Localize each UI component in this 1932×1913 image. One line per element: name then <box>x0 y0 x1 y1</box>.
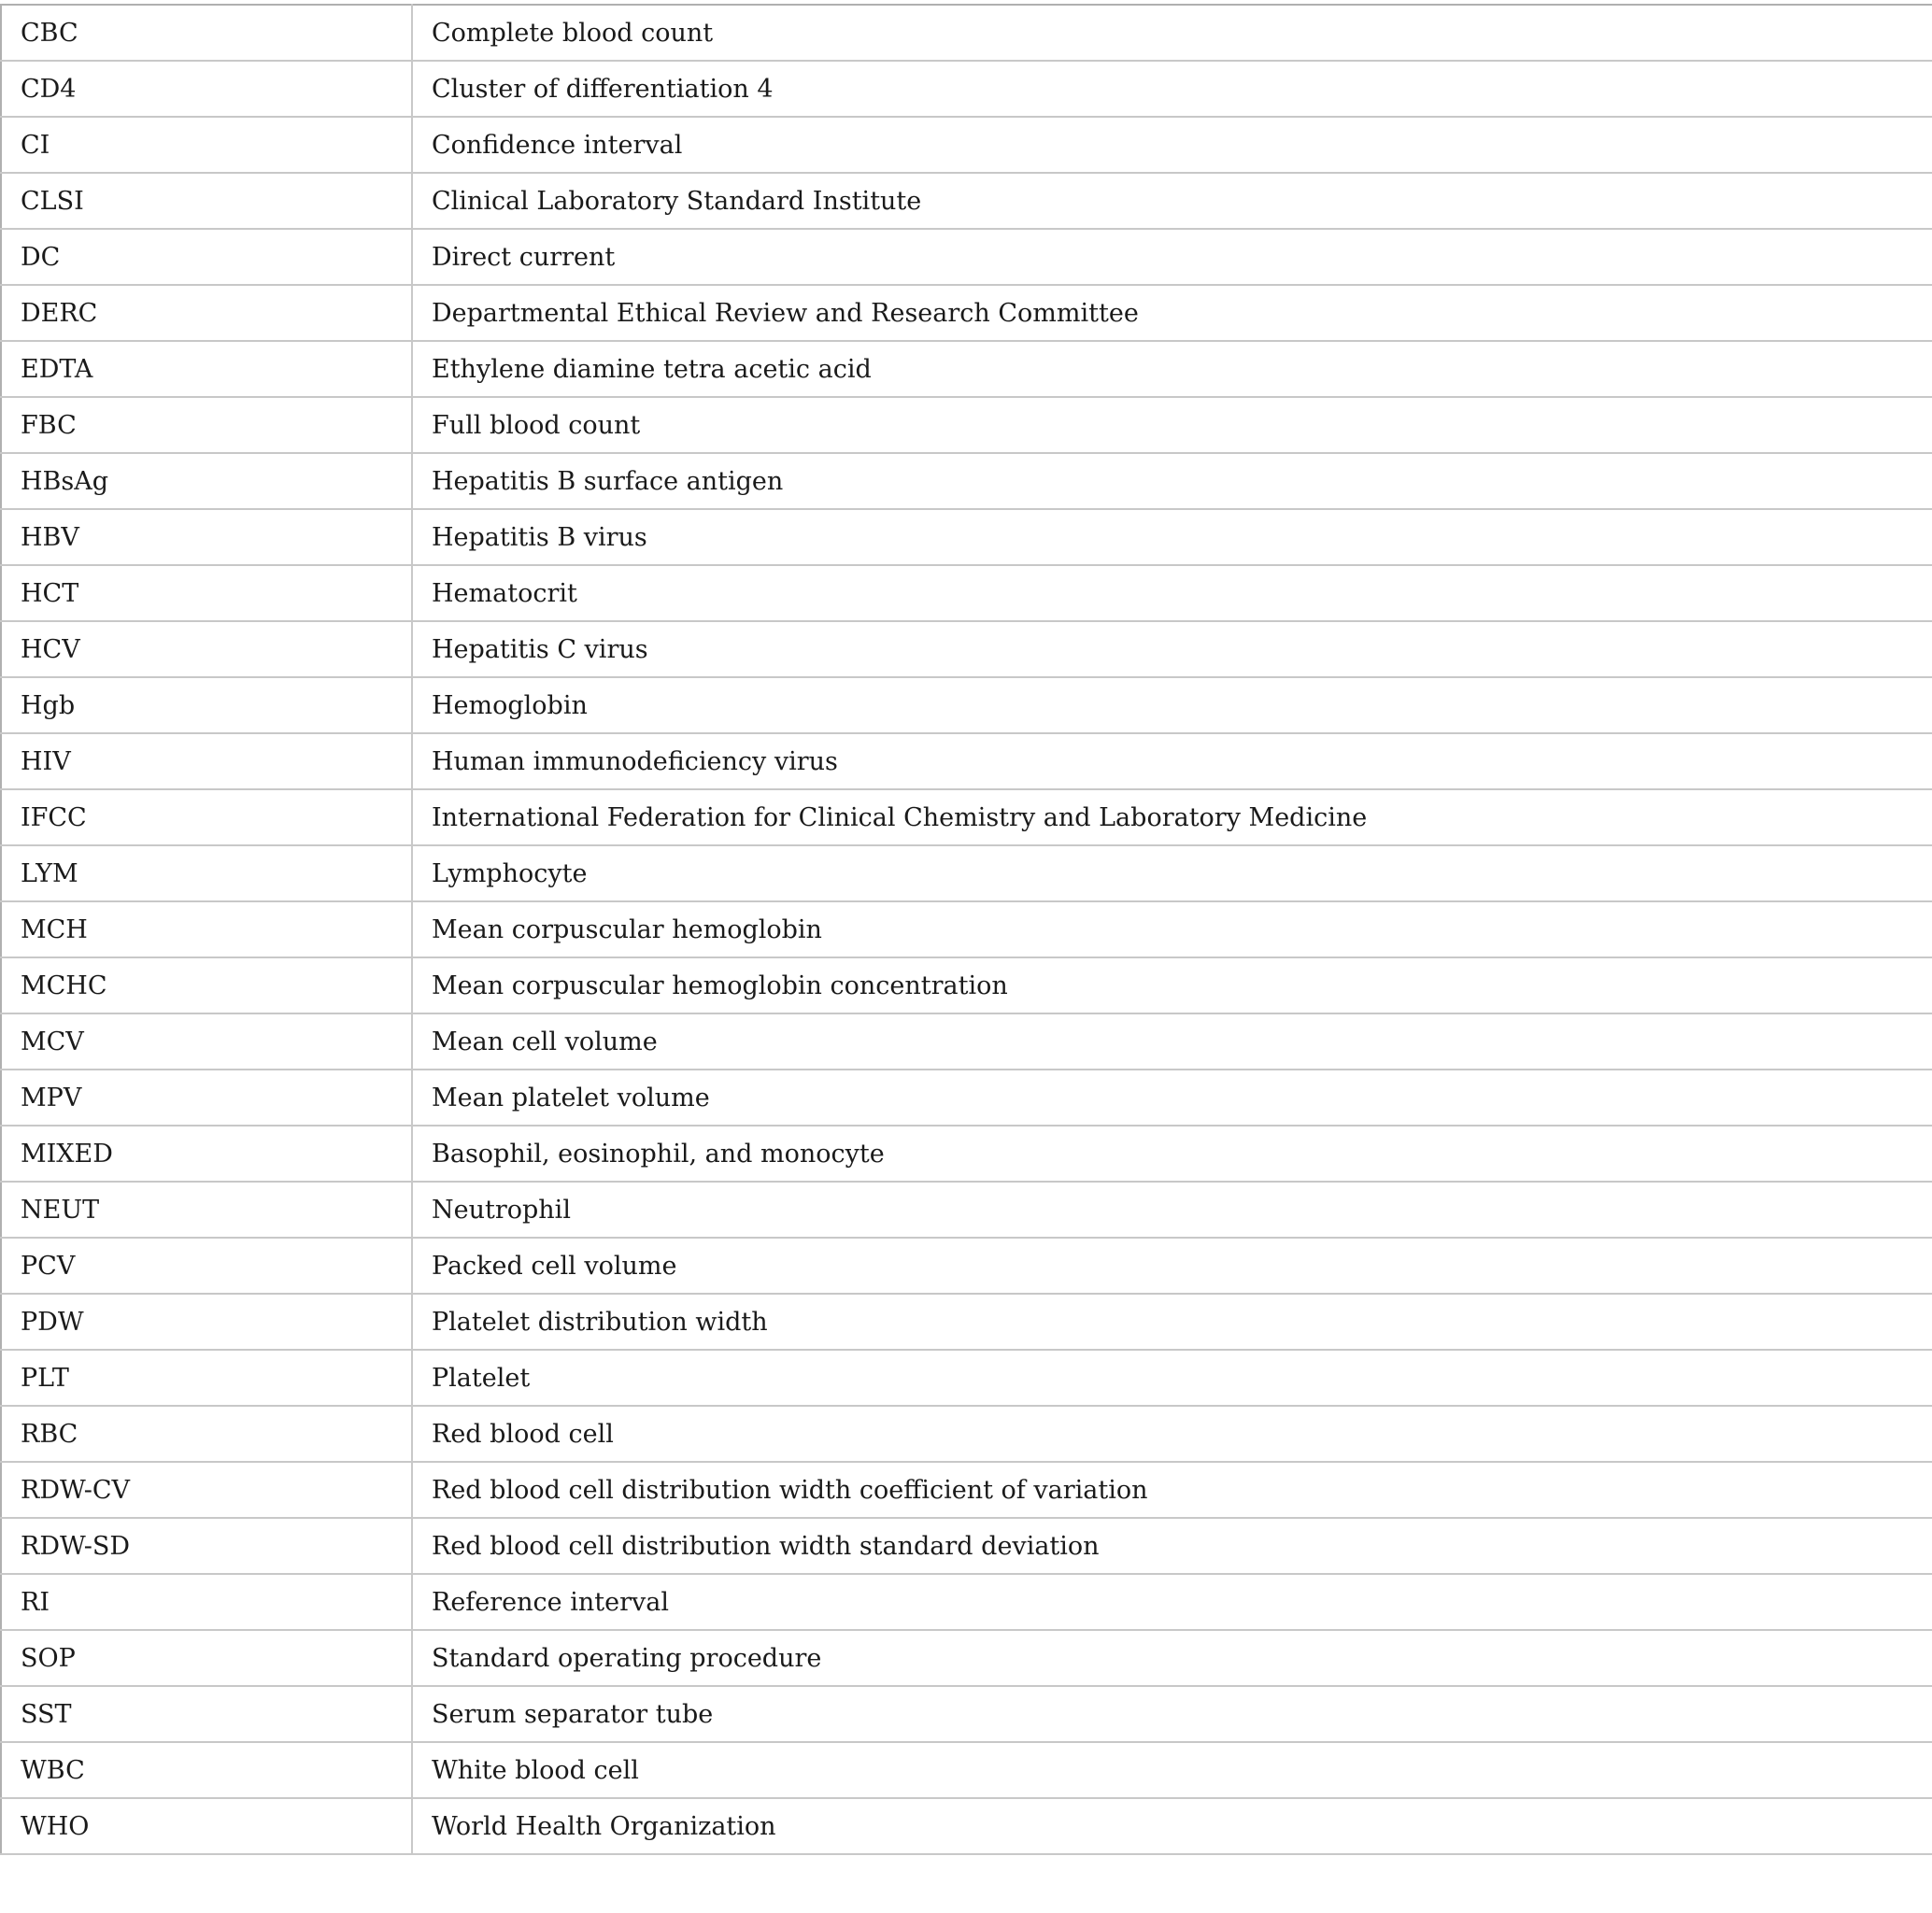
abbreviation-cell: DC <box>1 229 412 285</box>
definition-cell: Direct current <box>412 229 1932 285</box>
table-row <box>1 901 1932 957</box>
table-row <box>1 1238 1932 1294</box>
definition-cell: Hepatitis C virus <box>412 621 1932 677</box>
abbreviation-cell: MPV <box>1 1070 412 1126</box>
abbreviation-cell: FBC <box>1 397 412 453</box>
definition-cell: Hematocrit <box>412 565 1932 621</box>
table-row <box>1 285 1932 341</box>
abbreviations-table <box>0 4 1932 1855</box>
abbreviation-cell: EDTA <box>1 341 412 397</box>
definition-cell: Mean cell volume <box>412 1013 1932 1070</box>
table-row <box>1 789 1932 845</box>
definition-cell: Neutrophil <box>412 1182 1932 1238</box>
table-row <box>1 1350 1932 1406</box>
abbreviation-cell: SOP <box>1 1630 412 1686</box>
definition-cell: Human immunodeficiency virus <box>412 733 1932 789</box>
definition-cell: Confidence interval <box>412 117 1932 173</box>
abbreviation-cell: RI <box>1 1574 412 1630</box>
definition-cell: Hemoglobin <box>412 677 1932 733</box>
definition-cell: Full blood count <box>412 397 1932 453</box>
table-row <box>1 61 1932 117</box>
abbreviations-table-body <box>1 5 1932 1854</box>
definition-cell: Departmental Ethical Review and Research Committee <box>412 285 1932 341</box>
abbreviation-cell: HIV <box>1 733 412 789</box>
abbreviation-cell: SST <box>1 1686 412 1742</box>
definition-cell: Mean corpuscular hemoglobin concentration <box>412 957 1932 1013</box>
abbreviation-cell: RDW-SD <box>1 1518 412 1574</box>
abbreviation-cell: PDW <box>1 1294 412 1350</box>
table-row <box>1 1013 1932 1070</box>
definition-cell: Red blood cell <box>412 1406 1932 1462</box>
definition-cell: Basophil, eosinophil, and monocyte <box>412 1126 1932 1182</box>
table-row <box>1 1462 1932 1518</box>
abbreviation-cell: PCV <box>1 1238 412 1294</box>
abbreviation-cell: CD4 <box>1 61 412 117</box>
definition-cell: White blood cell <box>412 1742 1932 1798</box>
abbreviation-cell: WHO <box>1 1798 412 1854</box>
definition-cell: Lymphocyte <box>412 845 1932 901</box>
table-row <box>1 509 1932 565</box>
definition-cell: World Health Organization <box>412 1798 1932 1854</box>
table-row <box>1 1070 1932 1126</box>
definition-cell: Platelet distribution width <box>412 1294 1932 1350</box>
definition-cell: Packed cell volume <box>412 1238 1932 1294</box>
table-row <box>1 1294 1932 1350</box>
table-row <box>1 733 1932 789</box>
abbreviation-cell: LYM <box>1 845 412 901</box>
abbreviation-cell: IFCC <box>1 789 412 845</box>
definition-cell: Red blood cell distribution width coefficient of variation <box>412 1462 1932 1518</box>
table-row <box>1 1574 1932 1630</box>
abbreviation-cell: HCV <box>1 621 412 677</box>
definition-cell: Serum separator tube <box>412 1686 1932 1742</box>
abbreviation-cell: RBC <box>1 1406 412 1462</box>
abbreviation-cell: CBC <box>1 5 412 61</box>
definition-cell: Standard operating procedure <box>412 1630 1932 1686</box>
abbreviation-cell: WBC <box>1 1742 412 1798</box>
abbreviation-cell: MIXED <box>1 1126 412 1182</box>
abbreviation-cell: CI <box>1 117 412 173</box>
table-row <box>1 1518 1932 1574</box>
definition-cell: Red blood cell distribution width standard deviation <box>412 1518 1932 1574</box>
table-row <box>1 453 1932 509</box>
definition-cell: Mean platelet volume <box>412 1070 1932 1126</box>
abbreviation-cell: MCHC <box>1 957 412 1013</box>
abbreviation-cell: RDW-CV <box>1 1462 412 1518</box>
definition-cell: Clinical Laboratory Standard Institute <box>412 173 1932 229</box>
table-row <box>1 1798 1932 1854</box>
table-row <box>1 397 1932 453</box>
table-row <box>1 1630 1932 1686</box>
definition-cell: Hepatitis B virus <box>412 509 1932 565</box>
table-row <box>1 173 1932 229</box>
table-row <box>1 957 1932 1013</box>
definition-cell: Platelet <box>412 1350 1932 1406</box>
abbreviation-cell: HCT <box>1 565 412 621</box>
definition-cell: Complete blood count <box>412 5 1932 61</box>
abbreviation-cell: PLT <box>1 1350 412 1406</box>
abbreviation-cell: MCH <box>1 901 412 957</box>
abbreviation-cell: DERC <box>1 285 412 341</box>
definition-cell: Cluster of differentiation 4 <box>412 61 1932 117</box>
abbreviation-cell: NEUT <box>1 1182 412 1238</box>
definition-cell: Mean corpuscular hemoglobin <box>412 901 1932 957</box>
abbreviation-cell: Hgb <box>1 677 412 733</box>
table-row <box>1 1406 1932 1462</box>
table-row <box>1 341 1932 397</box>
definition-cell: International Federation for Clinical Chemistry and Laboratory Medicine <box>412 789 1932 845</box>
table-row <box>1 1742 1932 1798</box>
table-row <box>1 1686 1932 1742</box>
table-row <box>1 621 1932 677</box>
abbreviation-cell: HBV <box>1 509 412 565</box>
table-row <box>1 565 1932 621</box>
table-row <box>1 229 1932 285</box>
abbreviation-cell: MCV <box>1 1013 412 1070</box>
table-row <box>1 677 1932 733</box>
table-row <box>1 1126 1932 1182</box>
abbreviation-cell: CLSI <box>1 173 412 229</box>
definition-cell: Reference interval <box>412 1574 1932 1630</box>
table-row <box>1 117 1932 173</box>
table-row <box>1 1182 1932 1238</box>
table-row <box>1 845 1932 901</box>
abbreviation-cell: HBsAg <box>1 453 412 509</box>
definition-cell: Hepatitis B surface antigen <box>412 453 1932 509</box>
table-row <box>1 5 1932 61</box>
definition-cell: Ethylene diamine tetra acetic acid <box>412 341 1932 397</box>
